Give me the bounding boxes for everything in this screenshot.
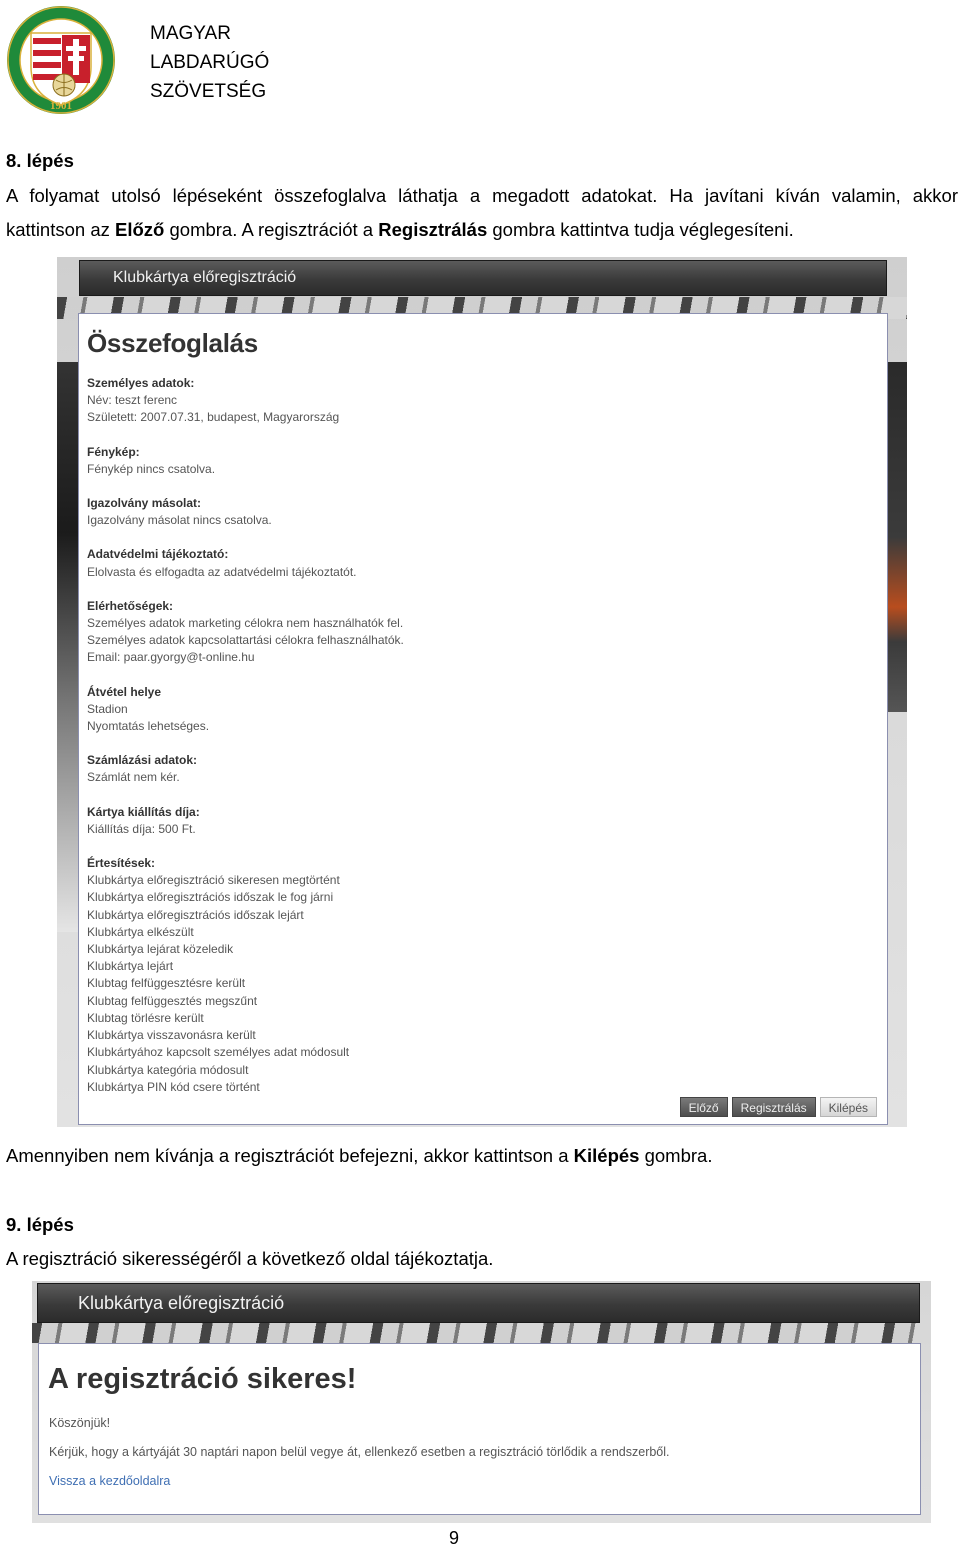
- section-title: Fénykép:: [87, 444, 140, 459]
- summary-panel: [78, 313, 888, 1125]
- section-line: Klubkártya lejárt: [87, 959, 174, 974]
- organization-name: [150, 19, 269, 106]
- step8-title: 8. lépés: [6, 150, 74, 171]
- section-line: Elolvasta és elfogadta az adatvédelmi tájékoztatót.: [87, 564, 357, 579]
- section-line: Klubkártya előregisztráció sikeresen megtörtént: [87, 873, 340, 888]
- section-line: Személyes adatok kapcsolattartási célokra felhasználhatók.: [87, 633, 404, 648]
- section-title: Igazolvány másolat:: [87, 496, 202, 511]
- section-line: Klubkártya előregisztrációs időszak lejárt: [87, 907, 304, 922]
- thanks-text: Köszönjük!: [49, 1416, 111, 1430]
- summary-section: [87, 495, 867, 529]
- section-line: Személyes adatok marketing célokra nem használhatók fel.: [87, 616, 404, 631]
- summary-section: [87, 804, 867, 838]
- window-title-bar: Klubkártya előregisztráció: [79, 260, 887, 296]
- section-line: Stadion: [87, 701, 128, 716]
- summary-section: [87, 752, 867, 786]
- section-line: Klubkártya visszavonásra került: [87, 1028, 256, 1043]
- org-name-line-3: SZÖVETSÉG: [150, 81, 267, 102]
- org-name-line-1: MAGYAR: [150, 23, 231, 44]
- section-title: Adatvédelmi tájékoztató:: [87, 547, 229, 562]
- exit-button[interactable]: Kilépés: [820, 1097, 877, 1117]
- summary-section: [87, 444, 867, 478]
- section-line: Név: teszt ferenc: [87, 393, 178, 408]
- mlsz-logo: [6, 5, 116, 115]
- step8-after-text: Amennyiben nem kívánja a regisztrációt befejezni, akkor kattintson a Kilépés gombra.: [6, 1145, 713, 1166]
- register-button[interactable]: Regisztrálás: [732, 1097, 816, 1117]
- section-line: Számlát nem kér.: [87, 770, 180, 785]
- summary-section: [87, 546, 867, 580]
- section-line: Nyomtatás lehetséges.: [87, 719, 210, 734]
- summary-section: [87, 375, 867, 427]
- action-buttons: [680, 1097, 877, 1117]
- summary-screenshot: [57, 257, 907, 1127]
- logo-year: 1901: [50, 100, 72, 112]
- section-title: Kártya kiállítás díja:: [87, 804, 200, 819]
- section-line: Született: 2007.07.31, budapest, Magyarország: [87, 410, 340, 425]
- section-line: Klubkártya PIN kód csere történt: [87, 1079, 260, 1094]
- success-panel: [38, 1343, 921, 1515]
- section-line: Kiállítás díja: 500 Ft.: [87, 821, 196, 836]
- section-line: Klubtag felfüggesztésre került: [87, 976, 246, 991]
- section-title: Számlázási adatok:: [87, 753, 198, 768]
- section-title: Átvétel helye: [87, 684, 162, 699]
- page-number: 9: [448, 1528, 459, 1548]
- section-line: Klubkártya lejárat közeledik: [87, 942, 234, 957]
- section-line: Klubtag törlésre került: [87, 1010, 204, 1025]
- section-line: Klubkártya elkészült: [87, 924, 194, 939]
- register-button-reference: Regisztrálás: [378, 219, 488, 240]
- summary-section: [87, 855, 867, 1096]
- success-screenshot: [32, 1281, 931, 1523]
- window-title-bar: Klubkártya előregisztráció: [37, 1283, 920, 1323]
- step8-paragraph-line1: A folyamat utolsó lépéseként összefoglalva láthatja a megadott adatokat. Ha javítani kíván valamin, akkor: [6, 185, 958, 206]
- step9-title: 9. lépés: [6, 1214, 74, 1235]
- success-heading: A regisztráció sikeres!: [48, 1363, 357, 1395]
- section-line: Email: paar.gyorgy@t-online.hu: [87, 650, 255, 665]
- prev-button[interactable]: Előző: [680, 1097, 728, 1117]
- exit-button-reference: Kilépés: [573, 1145, 640, 1166]
- step8-paragraph-line2: kattintson az Előző gombra. A regisztrációt a Regisztrálás gombra kattintva tudja véglegesíteni.: [6, 219, 794, 240]
- back-to-home-link[interactable]: Vissza a kezdőoldalra: [49, 1474, 171, 1488]
- section-line: Klubkártya kategória módosult: [87, 1062, 249, 1077]
- summary-section: [87, 598, 867, 667]
- section-line: Klubtag felfüggesztés megszűnt: [87, 993, 258, 1008]
- section-line: Fénykép nincs csatolva.: [87, 461, 216, 476]
- summary-section: [87, 684, 867, 736]
- step9-text: A regisztráció sikerességéről a következő oldal tájékoztatja.: [6, 1248, 494, 1269]
- section-title: Elérhetőségek:: [87, 598, 174, 613]
- prev-button-reference: Előző: [115, 219, 165, 240]
- section-line: Klubkártyához kapcsolt személyes adat módosult: [87, 1045, 350, 1060]
- summary-sections: [87, 375, 867, 1113]
- org-name-line-2: LABDARÚGÓ: [150, 52, 270, 73]
- section-line: Igazolvány másolat nincs csatolva.: [87, 513, 272, 528]
- summary-heading: Összefoglalás: [87, 328, 258, 358]
- section-title: Értesítések:: [87, 856, 156, 871]
- section-title: Személyes adatok:: [87, 376, 195, 390]
- pickup-notice: Kérjük, hogy a kártyáját 30 naptári napon belül vegye át, ellenkező esetben a regisztráció törlődik a rendszerből.: [49, 1445, 670, 1459]
- section-line: Klubkártya előregisztrációs időszak le fog járni: [87, 890, 334, 905]
